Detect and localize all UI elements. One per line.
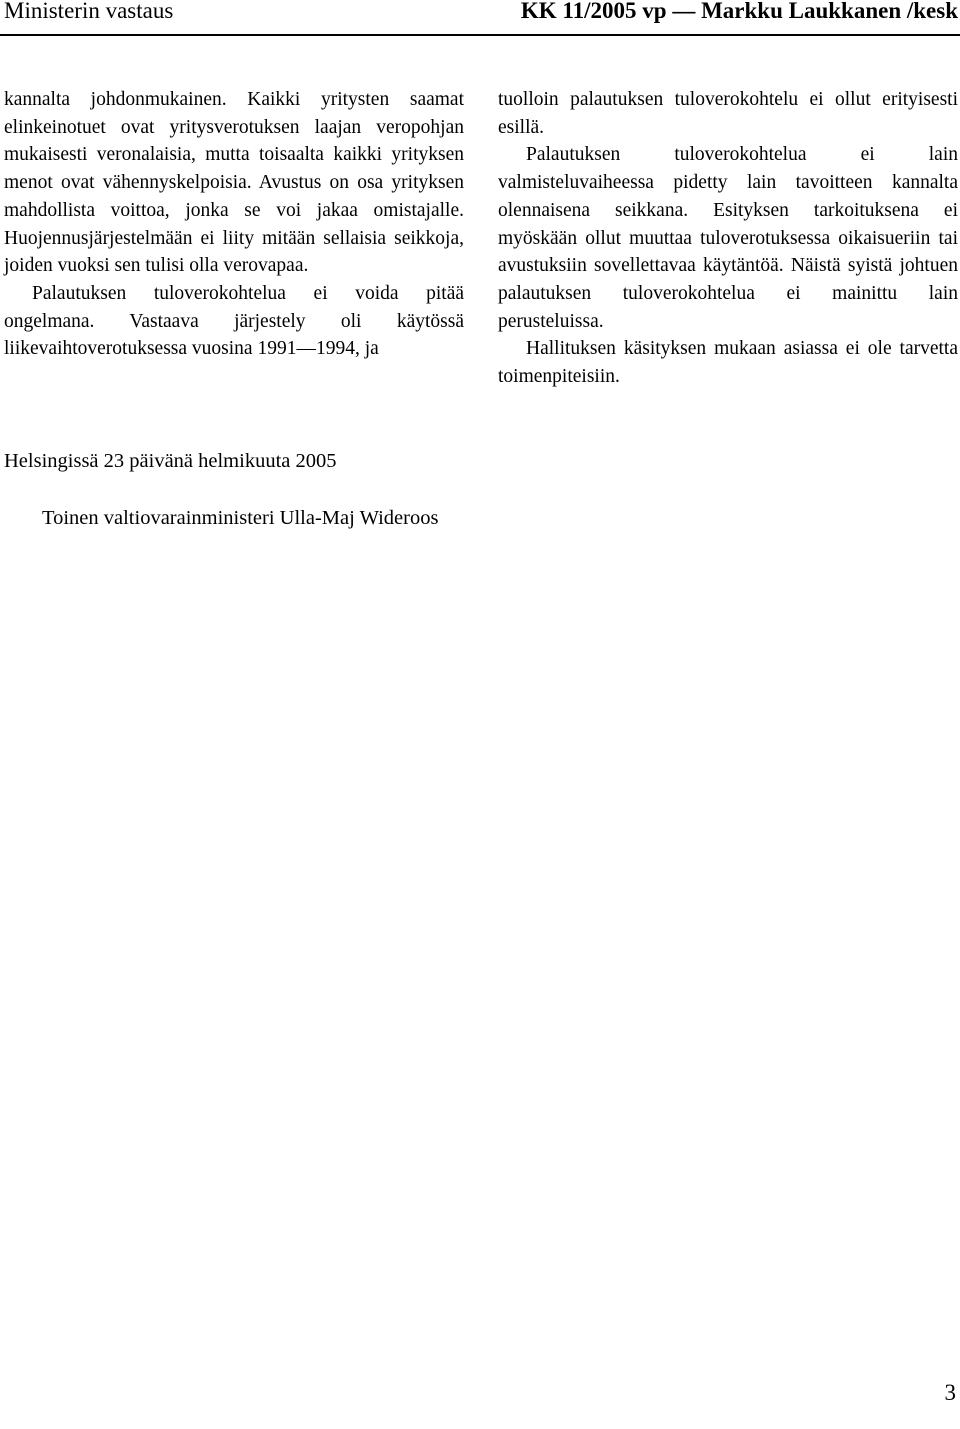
signature-place-date: Helsingissä 23 päivänä helmikuuta 2005 — [4, 450, 337, 472]
page-header — [0, 0, 960, 36]
left-paragraph-1: kannalta johdonmukainen. Kaikki yritysten saamat elinkeinotuet ovat yritysverotuksen laajan veropohjan mukaisesti veronalaisia, mutta toisaalta kaikki yrityksen menot ovat vähennyskelpoisia. Avustus on osa yrityksen mahdollista voittoa, jonka se voi jakaa omistajalle. Huojennusjärjestelmään ei liity mitään sellaisia seikkoja, joiden vuoksi sen tulisi olla verovapaa. — [4, 89, 464, 277]
header-document-reference: KK 11/2005 vp — Markku Laukkanen /kesk — [520, 0, 958, 23]
right-text-column — [498, 86, 958, 391]
signature-minister-name: Toinen valtiovarainministeri Ulla-Maj Wideroos — [42, 507, 439, 529]
right-paragraph-2: Palautuksen tuloverokohtelua ei lain valmisteluvaiheessa pidetty lain tavoitteen kannalta olennaisena seikkana. Esityksen tarkoituksena ei myöskään ollut muuttaa tuloverotuksessa oikaisueriin tai avustuksiin sovellettavaa käytäntöä. Näistä syistä johtuen palautuksen tuloverokohtelua ei mainittu lain perusteluissa. — [498, 144, 958, 332]
right-paragraph-3: Hallituksen käsityksen mukaan asiassa ei ole tarvetta toimenpiteisiin. — [498, 338, 958, 388]
right-paragraph-1: tuolloin palautuksen tuloverokohtelu ei ollut erityisesti esillä. — [498, 89, 958, 138]
left-paragraph-2: Palautuksen tuloverokohtelua ei voida pitää ongelmana. Vastaava järjestely oli käytössä liikevaihtoverotuksessa vuosina 1991—1994, ja — [4, 282, 464, 360]
left-text-column — [4, 86, 464, 363]
header-section-title: Ministerin vastaus — [4, 0, 174, 23]
page-number: 3 — [944, 1380, 956, 1405]
